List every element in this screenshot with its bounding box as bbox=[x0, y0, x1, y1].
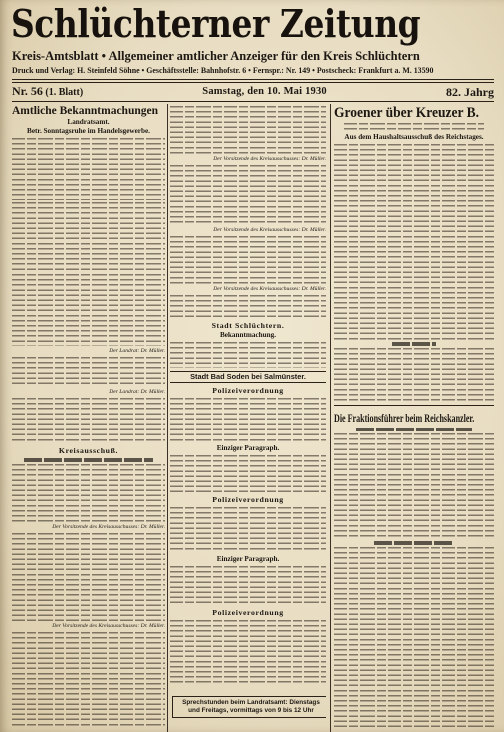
paragraph-heading: Einziger Paragraph. bbox=[216, 444, 280, 452]
body-text-block bbox=[334, 348, 494, 402]
signature: Der Landrat: Dr. Müller. bbox=[109, 348, 165, 354]
body-text-block bbox=[334, 433, 494, 539]
town-heading-bar: Stadt Bad Soden bei Salmünster. bbox=[170, 371, 326, 383]
notice-subject-bar bbox=[24, 458, 153, 462]
column-news bbox=[334, 104, 494, 732]
body-text-block bbox=[12, 533, 165, 621]
dateline-rule bbox=[12, 101, 494, 102]
body-text-block bbox=[170, 236, 326, 284]
subheadline: Aus dem Haushaltsausschuß des Reichstages. bbox=[344, 133, 484, 141]
body-text-block bbox=[12, 464, 165, 522]
sheet-label: (1. Blatt) bbox=[45, 87, 84, 98]
office-label: Landratsamt. bbox=[67, 118, 110, 126]
column-rule bbox=[330, 104, 331, 732]
interheading-bar bbox=[392, 342, 436, 346]
body-text-block bbox=[12, 398, 165, 444]
issue-info bbox=[12, 83, 83, 101]
body-text-block bbox=[12, 202, 165, 272]
office-hours-box: Sprechstunden beim Landratsamt: Dienstags und Freitags, vormittags von 9 bis 12 Uhr bbox=[172, 696, 326, 718]
body-text-block bbox=[170, 398, 326, 442]
ordinance-heading: Polizeiverordnung bbox=[212, 495, 284, 504]
section-heading-kreisausschuss: Kreisausschuß. bbox=[58, 446, 119, 455]
notice-heading: Bekanntmachung. bbox=[219, 331, 277, 339]
headline-fraktionsfuehrer: Die Fraktionsführer beim Reichskanzler. bbox=[334, 413, 475, 425]
column-official-notices bbox=[12, 104, 165, 732]
signature: Der Vorsitzende des Kreisausschusses: Dr. Müller. bbox=[52, 524, 165, 530]
masthead-subtitle: Kreis-Amtsblatt • Allgemeiner amtlicher Anzeiger für den Kreis Schlüchtern bbox=[12, 49, 420, 63]
column-local-notices bbox=[170, 104, 326, 732]
subheadline-bar bbox=[356, 428, 472, 431]
body-text-block bbox=[12, 138, 165, 200]
ordinance-heading: Polizeiverordnung bbox=[212, 608, 284, 617]
town-heading: Stadt Schlüchtern. bbox=[211, 321, 285, 330]
interheading-bar bbox=[374, 541, 454, 545]
body-text-block bbox=[170, 566, 326, 606]
body-text-block bbox=[12, 632, 165, 728]
dateline bbox=[12, 84, 494, 100]
body-text-block bbox=[170, 455, 326, 493]
signature: Der Vorsitzende des Kreisausschusses: Dr. Müller. bbox=[213, 286, 326, 292]
issue-date: Samstag, den 10. Mai 1930 bbox=[202, 86, 327, 97]
body-text-block bbox=[170, 342, 326, 368]
signature: Der Landrat: Dr. Müller. bbox=[109, 389, 165, 395]
ordinance-heading: Polizeiverordnung bbox=[212, 386, 284, 395]
signature: Der Vorsitzende des Kreisausschusses: Dr. Müller. bbox=[213, 227, 326, 233]
masthead-title: Schlüchterner Zeitung bbox=[11, 1, 421, 46]
body-text-block bbox=[170, 620, 326, 684]
masthead-imprint: Druck und Verlag: H. Steinfeld Söhne • Geschäftsstelle: Bahnhofstr. 6 • Fernspr.: Nr. 149 • Postscheck: Frankfurt a. M. 13590 bbox=[12, 66, 434, 75]
body-text-block bbox=[170, 106, 326, 154]
body-text-block bbox=[12, 274, 165, 346]
body-text-block bbox=[12, 357, 165, 387]
signature: Der Vorsitzende des Kreisausschusses: Dr. Müller. bbox=[52, 623, 165, 629]
issue-number: Nr. 56 bbox=[12, 84, 43, 98]
headline-groener: Groener über Kreuzer B. bbox=[334, 105, 479, 121]
notice-subject: Betr. Sonntagsruhe im Handelsgewerbe. bbox=[27, 127, 150, 135]
column-rule bbox=[167, 104, 168, 732]
subheadline-text bbox=[344, 123, 484, 132]
paragraph-heading: Einziger Paragraph. bbox=[216, 555, 280, 563]
masthead-rule bbox=[12, 79, 494, 83]
article-divider bbox=[334, 405, 494, 406]
body-text-block bbox=[170, 165, 326, 225]
body-text-block bbox=[170, 507, 326, 553]
body-text-block bbox=[334, 547, 494, 727]
volume-label: 82. Jahrg bbox=[445, 85, 494, 99]
body-text-block bbox=[334, 144, 494, 340]
signature: Der Vorsitzende des Kreisausschusses: Dr. Müller. bbox=[213, 156, 326, 162]
section-heading: Amtliche Bekanntmachungen bbox=[12, 105, 158, 117]
body-text-block bbox=[170, 295, 326, 319]
